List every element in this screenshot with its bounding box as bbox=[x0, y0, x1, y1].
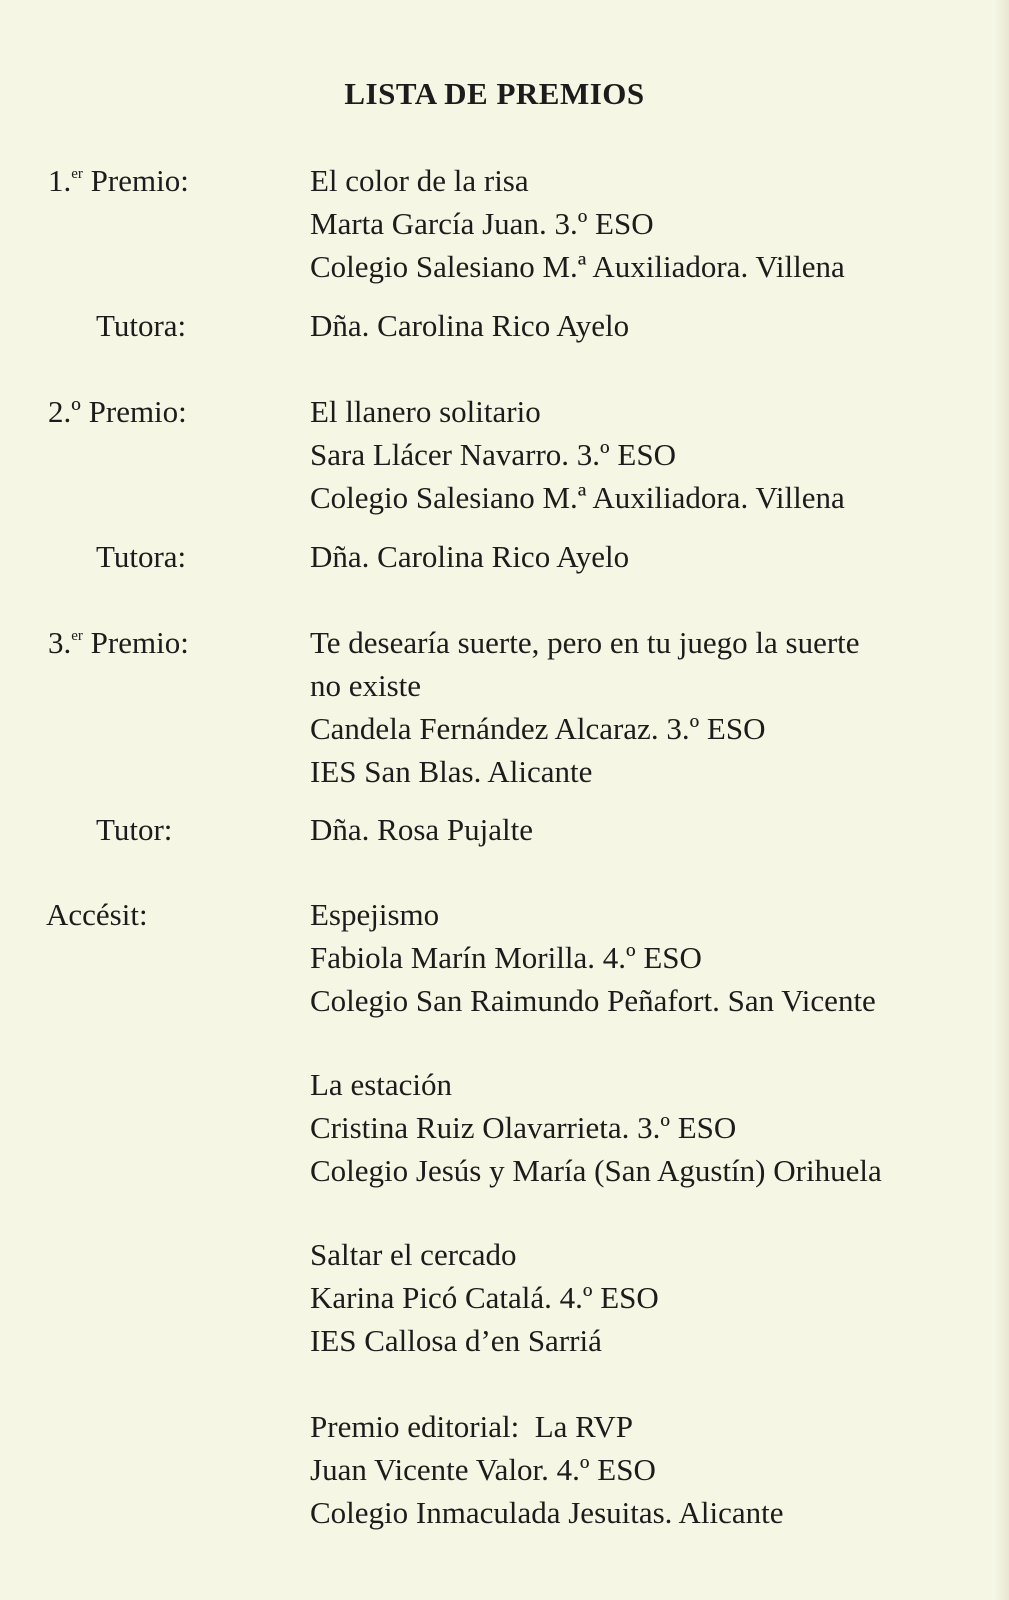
award-label-second: 2.º Premio: bbox=[48, 394, 187, 429]
accesit-title: La estación bbox=[310, 1067, 453, 1102]
award-student: Sara Llácer Navarro. 3.º ESO bbox=[310, 437, 676, 472]
accesit-title: Saltar el cercado bbox=[310, 1237, 517, 1272]
accesit-entry bbox=[310, 1405, 783, 1534]
award-entry-first bbox=[310, 159, 845, 288]
award-title-line1: Te desearía suerte, pero en tu juego la suerte bbox=[310, 625, 860, 660]
accesit-student: Juan Vicente Valor. 4.º ESO bbox=[310, 1452, 656, 1487]
page-edge-shadow bbox=[995, 0, 1009, 1600]
award-entry-third bbox=[310, 621, 860, 793]
award-student: Marta García Juan. 3.º ESO bbox=[310, 206, 654, 241]
accesit-entry bbox=[310, 893, 876, 1022]
accesit-label: Accésit: bbox=[46, 897, 148, 932]
award-label-third: 3.$^{er}$ Premio: bbox=[48, 625, 189, 660]
tutor-name: Dña. Carolina Rico Ayelo bbox=[310, 308, 630, 343]
accesit-student: Karina Picó Catalá. 4.º ESO bbox=[310, 1280, 659, 1315]
tutor-label: Tutora: bbox=[96, 539, 187, 574]
accesit-student: Cristina Ruiz Olavarrieta. 3.º ESO bbox=[310, 1110, 737, 1145]
accesit-school: Colegio San Raimundo Peñafort. San Vicente bbox=[310, 983, 876, 1018]
accesit-title: Espejismo bbox=[310, 897, 440, 932]
accesit-title: Premio editorial: La RVP bbox=[310, 1409, 633, 1444]
tutor-name: Dña. Carolina Rico Ayelo bbox=[310, 539, 630, 574]
award-school: IES San Blas. Alicante bbox=[310, 754, 593, 789]
page-title: LISTA DE PREMIOS bbox=[344, 76, 645, 111]
award-school: Colegio Salesiano M.ª Auxiliadora. Villena bbox=[310, 480, 845, 515]
accesit-school: Colegio Jesús y María (San Agustín) Orihuela bbox=[310, 1153, 882, 1188]
award-entry-second bbox=[310, 390, 845, 519]
tutor-label: Tutora: bbox=[96, 308, 187, 343]
award-title: El color de la risa bbox=[310, 163, 529, 198]
award-label-first: 1.$^{er}$ Premio: bbox=[48, 163, 189, 198]
accesit-entry bbox=[310, 1233, 659, 1362]
award-title-line2: no existe bbox=[310, 668, 422, 703]
accesit-student: Fabiola Marín Morilla. 4.º ESO bbox=[310, 940, 702, 975]
award-school: Colegio Salesiano M.ª Auxiliadora. Villena bbox=[310, 249, 845, 284]
tutor-label: Tutor: bbox=[96, 812, 173, 847]
award-title: El llanero solitario bbox=[310, 394, 541, 429]
tutor-name: Dña. Rosa Pujalte bbox=[310, 812, 533, 847]
accesit-school: Colegio Inmaculada Jesuitas. Alicante bbox=[310, 1495, 784, 1530]
accesit-school: IES Callosa d’en Sarriá bbox=[310, 1323, 602, 1358]
accesit-entry bbox=[310, 1063, 882, 1192]
award-student: Candela Fernández Alcaraz. 3.º ESO bbox=[310, 711, 766, 746]
